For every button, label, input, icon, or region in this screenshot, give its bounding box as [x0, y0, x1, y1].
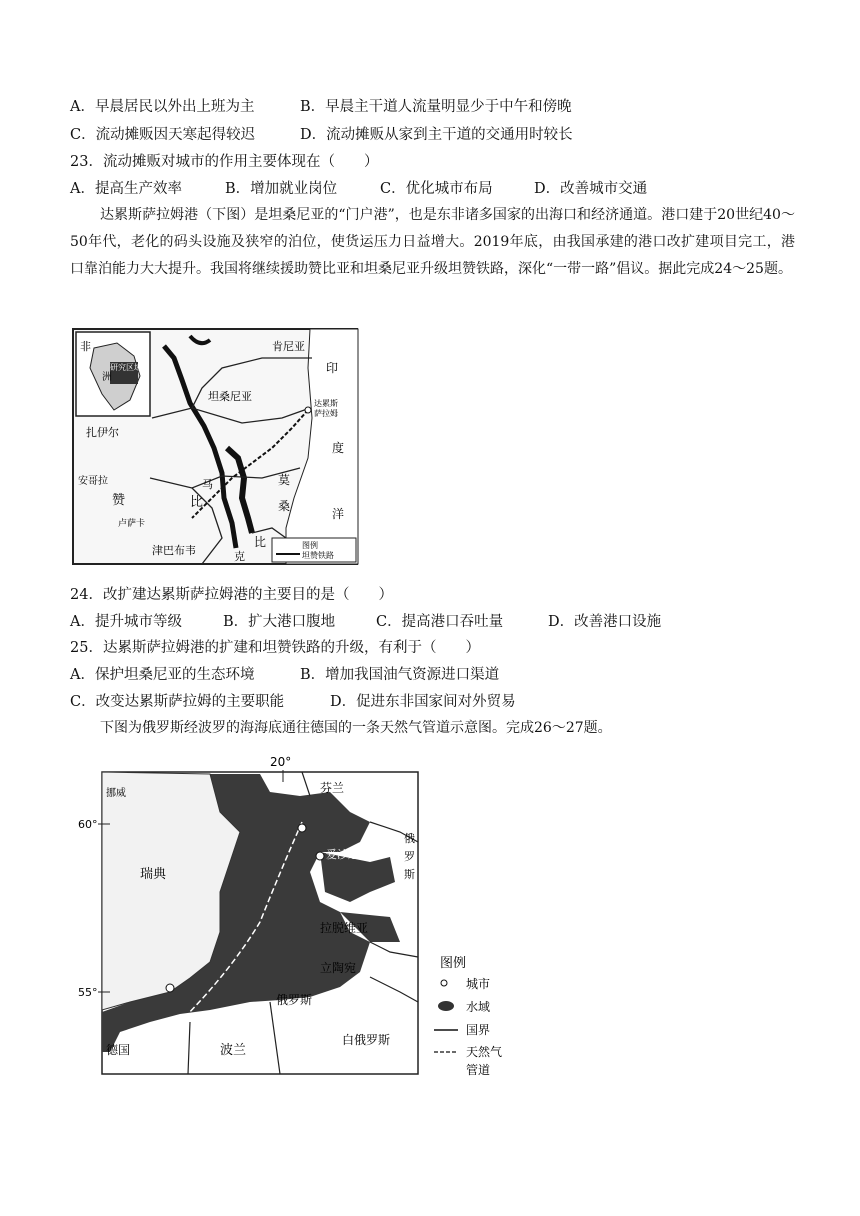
label-dar: 达累斯	[314, 399, 338, 408]
label-sweden: 瑞典	[140, 867, 167, 882]
q25-option-d: D．促进东非国家间对外贸易	[330, 694, 516, 710]
q23-option-c: C．优化城市布局	[380, 181, 493, 197]
q22-option-d: D．流动摊贩从家到主干道的交通用时较长	[300, 127, 573, 143]
label-indian-1: 印	[326, 361, 339, 375]
q24-option-b: B．扩大港口腹地	[223, 614, 336, 630]
map2-legend-pipe-2: 管道	[466, 1063, 491, 1077]
map2-legend-water: 水域	[466, 1000, 491, 1014]
q22-option-b: B．早晨主干道人流量明显少于中午和傍晚	[300, 99, 572, 115]
label-study-area: 研究区域	[110, 363, 142, 372]
label-russia-3: 斯	[404, 868, 415, 881]
passage-dar-es-salaam: 达累斯萨拉姆港（下图）是坦桑尼亚的“门户港”，也是东非诸多国家的出海口和经济通道。港口建于20世纪40～50年代，老化的码头设施及狭窄的泊位，使货运压力日益增大。2019年底，由我国承建的港口改扩建项目完工，港口靠泊能力大大提升。我国将继续援助赞比亚和坦桑尼亚升级坦赞铁路，深化“一带一路”倡议。据此完成24～25题。	[70, 207, 795, 277]
label-russia-1: 俄	[404, 832, 415, 845]
label-africa2: 洲	[102, 372, 112, 383]
q25-stem: 25．达累斯萨拉姆港的扩建和坦赞铁路的升级，有利于（ ）	[70, 640, 480, 656]
label-mozambique-3: 比	[254, 535, 267, 549]
q22-option-c: C．流动摊贩因天寒起得较迟	[70, 127, 256, 143]
label-zaire: 扎伊尔	[86, 426, 119, 439]
label-russia-kaliningrad: 俄罗斯	[276, 993, 313, 1007]
map-baltic-pipeline	[70, 752, 530, 1087]
q23-option-d: D．改善城市交通	[534, 181, 648, 197]
label-indian-3: 洋	[332, 507, 345, 521]
label-zambia-2: 比	[190, 495, 204, 510]
q24-option-d: D．改善港口设施	[548, 614, 662, 630]
q22-option-a: A．早晨居民以外出上班为主	[70, 99, 255, 115]
lat-55: 55°	[78, 986, 98, 999]
q23-option-b: B．增加就业岗位	[225, 181, 338, 197]
lon-20: 20°	[270, 755, 292, 769]
lat-60: 60°	[78, 818, 98, 831]
label-norway: 挪威	[106, 788, 126, 799]
label-belarus: 白俄罗斯	[342, 1033, 391, 1047]
label-mozambique-1: 莫	[278, 473, 291, 487]
q23-stem: 23．流动摊贩对城市的作用主要体现在（ ）	[70, 154, 379, 170]
label-finland: 芬兰	[320, 781, 345, 795]
map1-legend-title: 图例	[302, 541, 318, 550]
q23-option-a: A．提高生产效率	[70, 181, 182, 197]
label-zimbabwe: 津巴布韦	[152, 544, 196, 557]
label-malawi: 马	[202, 478, 213, 491]
label-lusaka: 卢萨卡	[118, 519, 146, 529]
label-africa: 非	[80, 340, 91, 353]
q24-option-c: C．提高港口吞吐量	[376, 614, 504, 630]
label-mozambique-4: 克	[234, 550, 245, 563]
label-poland: 波兰	[220, 1043, 247, 1058]
passage-pipeline: 下图为俄罗斯经波罗的海海底通往德国的一条天然气管道示意图。完成26～27题。	[100, 720, 612, 736]
map2-legend-city: 城市	[466, 977, 491, 991]
map-dar-es-salaam	[72, 328, 360, 568]
label-lithuania: 立陶宛	[320, 961, 357, 975]
label-estonia: 爱沙尼亚	[326, 848, 370, 861]
q25-option-b: B．增加我国油气资源进口渠道	[300, 667, 500, 683]
label-tanzania: 坦桑尼亚	[208, 390, 252, 403]
map2-legend-title: 图例	[440, 956, 467, 971]
map2-legend-border: 国界	[466, 1023, 491, 1037]
label-russia-2: 罗	[404, 850, 415, 863]
label-indian-2: 度	[332, 441, 345, 455]
label-germany: 德国	[106, 1043, 131, 1057]
label-mozambique-2: 桑	[278, 499, 291, 513]
label-dar2: 萨拉姆	[314, 409, 338, 418]
q24-option-a: A．提升城市等级	[70, 614, 182, 630]
q25-option-a: A．保护坦桑尼亚的生态环境	[70, 667, 255, 683]
q24-stem: 24．改扩建达累斯萨拉姆港的主要目的是（ ）	[70, 587, 393, 603]
label-angola: 安哥拉	[78, 476, 108, 487]
label-zambia-1: 赞	[112, 493, 126, 508]
map2-legend-pipe-1: 天然气	[466, 1045, 503, 1059]
q25-option-c: C．改变达累斯萨拉姆的主要职能	[70, 694, 285, 710]
label-latvia: 拉脱维亚	[320, 921, 369, 935]
map1-legend-railway: 坦赞铁路	[302, 551, 334, 560]
label-kenya: 肯尼亚	[272, 340, 305, 353]
